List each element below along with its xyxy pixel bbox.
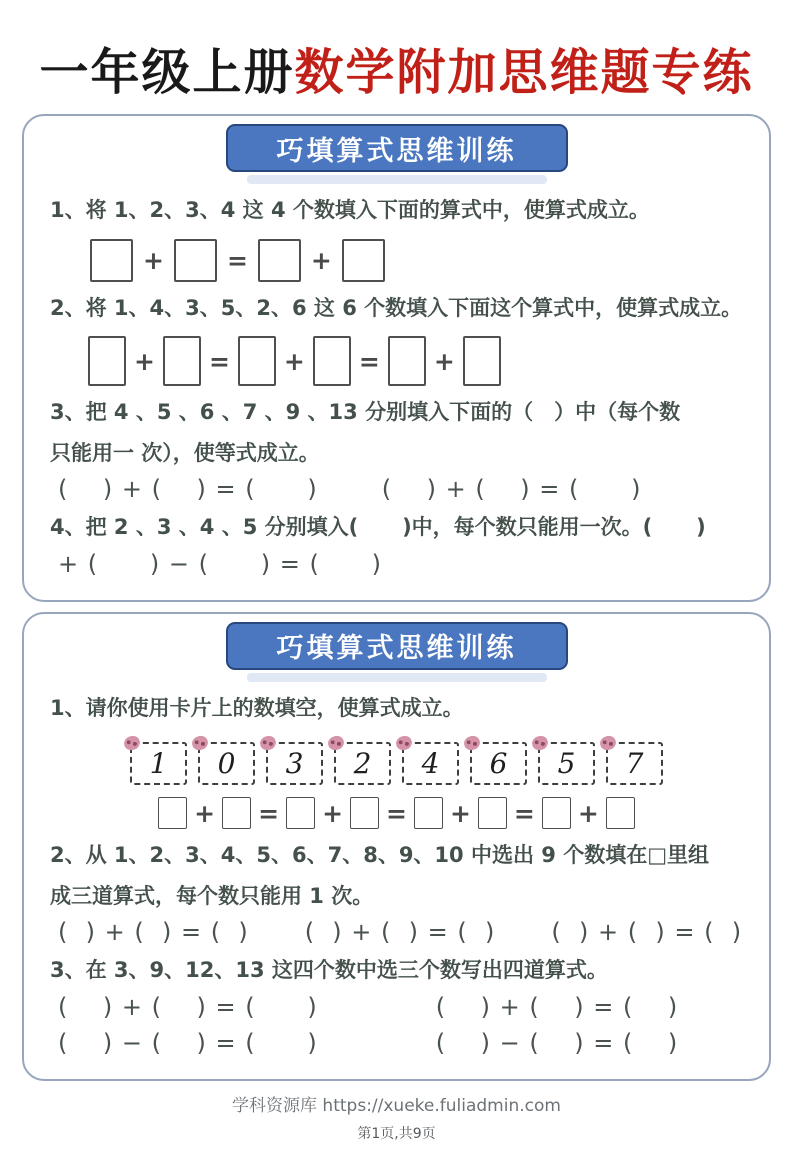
card-number: 2: [353, 747, 372, 781]
operator: +: [143, 245, 164, 275]
s1-problem-3-equations: [58, 475, 743, 503]
operator: =: [386, 798, 407, 828]
number-card: [538, 742, 595, 785]
fill-box: [90, 239, 133, 282]
paren-equation: ( ) + ( ) = ( ): [381, 475, 642, 504]
operator: +: [322, 798, 344, 828]
number-card: [334, 742, 391, 785]
card-number: 1: [149, 747, 168, 781]
s1-problem-4-equation: [58, 550, 743, 578]
operator: =: [358, 346, 380, 376]
banner-reflection: [247, 175, 547, 184]
operator: =: [258, 798, 280, 828]
operator: +: [577, 798, 599, 828]
fill-box: [478, 797, 507, 829]
ladybug-icon: [462, 734, 482, 752]
fill-box: [163, 336, 201, 386]
ladybug-icon: [190, 734, 210, 752]
fill-box: [158, 797, 187, 829]
ladybug-icon: [394, 734, 414, 752]
ladybug-icon: [122, 734, 142, 752]
operator: +: [310, 245, 332, 275]
title-grade-part: 一年级上册: [39, 43, 295, 101]
s1-problem-2-text: 2、将 1、4、3、5、2、6 这 6 个数填入下面这个算式中，使算式成立。: [50, 295, 743, 320]
s1-problem-1-equation: [82, 239, 745, 282]
number-card: [266, 742, 323, 785]
page-title: [30, 34, 763, 104]
paren-equation: ( ) + ( ) = ( ): [58, 918, 249, 947]
s1-problem-1-text: 1、将 1、2、3、4 这 4 个数填入下面的算式中，使算式成立。: [50, 198, 650, 222]
footer-page-number: 第1页,共9页: [357, 1125, 436, 1142]
s2-problem-1-text: 1、请你使用卡片上的数填空，使算式成立。: [50, 695, 464, 720]
operator: =: [226, 245, 248, 275]
operator: +: [283, 346, 305, 376]
section-2: [22, 612, 771, 1081]
number-card: [606, 742, 663, 785]
page-footer: [0, 1091, 793, 1143]
s1-problem-4-text-line1: 4、把 2 、3 、4 、5 分别填入( )中，每个数只能用一次。( ): [50, 515, 706, 540]
fill-box: [342, 239, 385, 282]
s2-problem-1-equation: [48, 797, 745, 829]
fill-box: [463, 336, 501, 386]
fill-box: [258, 239, 301, 282]
operator: +: [433, 346, 455, 376]
section-1: [22, 114, 771, 602]
worksheet-page: [0, 34, 793, 1156]
fill-box: [286, 797, 315, 829]
number-card: [470, 742, 527, 785]
s1-problem-3-text-line2: 只能用一 次），使等式成立。: [50, 440, 320, 465]
section-2-banner-label: 巧填算式思维训练: [276, 633, 517, 665]
number-card: [402, 742, 459, 785]
title-subject-part: 数学附加思维题专练: [294, 43, 754, 101]
fill-box: [388, 336, 426, 386]
card-number: 7: [625, 747, 644, 781]
operator: +: [449, 798, 471, 828]
s2-number-cards: [48, 742, 745, 785]
fill-box: [238, 336, 276, 386]
card-number: 5: [557, 747, 576, 781]
number-card: [130, 742, 187, 785]
ladybug-icon: [598, 734, 618, 752]
banner-reflection: [247, 673, 547, 682]
ladybug-icon: [530, 734, 550, 752]
s2-problem-3-equations-row1: [58, 993, 743, 1021]
s1-problem-2-equation: [82, 336, 745, 386]
paren-equation: ( ) − ( ) = ( ): [435, 1028, 679, 1057]
fill-box: [542, 797, 571, 829]
fill-box: [350, 797, 379, 829]
operator: =: [513, 798, 535, 828]
ladybug-icon: [258, 734, 278, 752]
card-number: 4: [421, 747, 440, 781]
s2-problem-3-text: 3、在 3、9、12、13 这四个数中选三个数写出四道算式。: [50, 958, 608, 983]
fill-box: [222, 797, 251, 829]
footer-source-link: 学科资源库 https://xueke.fuliadmin.com: [232, 1095, 561, 1116]
s2-problem-2-equations: [58, 918, 743, 946]
section-1-banner-label: 巧填算式思维训练: [276, 135, 517, 167]
paren-equation: ( ) − ( ) = ( ): [58, 1028, 318, 1057]
fill-box: [313, 336, 351, 386]
fill-box: [414, 797, 443, 829]
operator: =: [208, 346, 230, 376]
fill-box: [88, 336, 126, 386]
paren-equation: ( ) + ( ) = ( ): [551, 918, 743, 947]
card-number: 3: [285, 747, 304, 781]
s2-problem-2-text-line1: 2、从 1、2、3、4、5、6、7、8、9、10 中选出 9 个数填在□里组: [50, 843, 710, 868]
number-card: [198, 742, 255, 785]
operator: +: [134, 346, 155, 376]
paren-equation: ( ) + ( ) = ( ): [58, 992, 318, 1021]
section-2-banner: [226, 622, 568, 670]
paren-equation: + ( ) − ( ) = ( ): [58, 549, 382, 578]
paren-equation: ( ) + ( ) = ( ): [304, 918, 496, 947]
s2-problem-3-equations-row2: [58, 1029, 743, 1057]
fill-box: [174, 239, 217, 282]
paren-equation: ( ) + ( ) = ( ): [58, 475, 318, 504]
card-number: 6: [489, 747, 508, 781]
s2-problem-2-text-line2: 成三道算式，每个数只能用 1 次。: [50, 883, 374, 908]
fill-box: [606, 797, 635, 829]
section-1-banner: [226, 124, 568, 172]
paren-equation: ( ) + ( ) = ( ): [435, 992, 679, 1021]
card-number: 0: [217, 747, 236, 781]
operator: +: [194, 798, 216, 828]
ladybug-icon: [326, 734, 346, 752]
s1-problem-3-text-line1: 3、把 4 、5 、6 、7 、9 、13 分别填入下面的（ ）中（每个数: [50, 400, 681, 425]
